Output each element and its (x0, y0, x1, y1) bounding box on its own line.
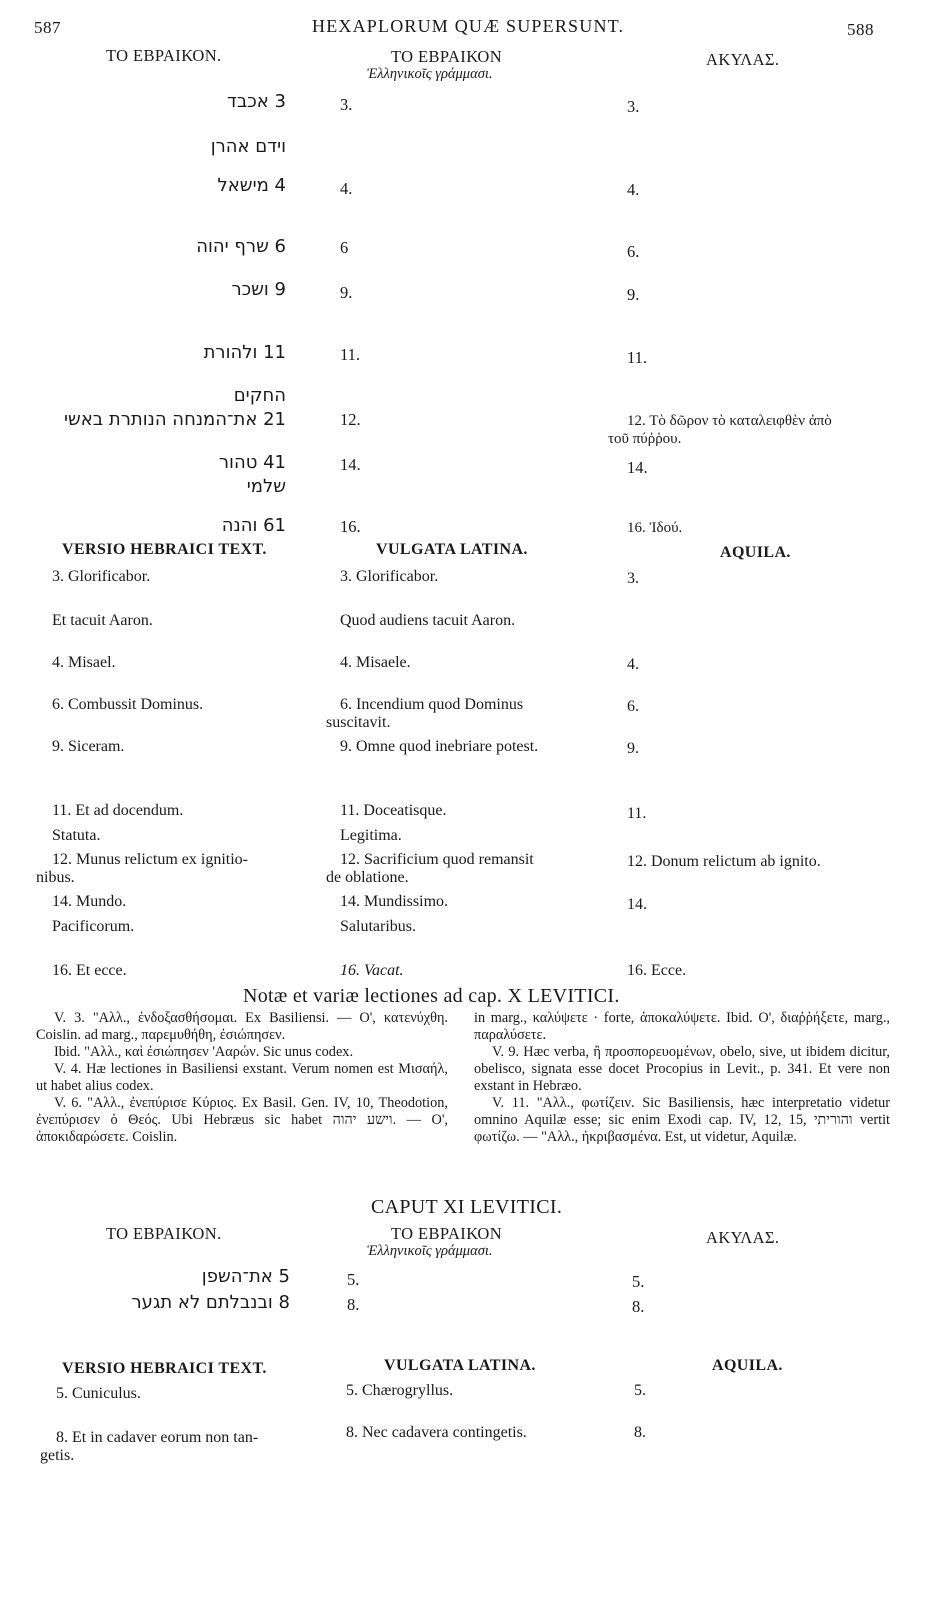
vulgata-cell: 16. Vacat. (340, 962, 404, 979)
hebrew-line: 9 ושכר (231, 279, 286, 300)
col-head-versio: VERSIO HEBRAICI TEXT. (62, 1360, 267, 1377)
aquila-cell: 3. (627, 570, 639, 587)
aquila-cell: 14. (627, 896, 647, 913)
aquila-cell: 6. (627, 698, 639, 715)
verse-number: 12. (340, 410, 361, 429)
col-head-hebrew: ΤΟ ΕΒΡΑΙΚΟΝ. (106, 46, 222, 65)
aquila-cell: 5. (634, 1382, 646, 1399)
versio-cell: 8. Et in cadaver eorum non tan- (56, 1429, 259, 1446)
vulgata-cell: Salutaribus. (340, 918, 416, 935)
vulgata-cell: 6. Incendium quod Dominus (340, 696, 524, 713)
col-head-aquila-latin: AQUILA. (720, 544, 791, 561)
page-number-left: 587 (34, 18, 61, 37)
vulgata-cell: Quod audiens tacuit Aaron. (340, 612, 516, 629)
notes-left-column (36, 1010, 448, 1146)
aquila-greek-line-cont: τοῦ πύῤῥου. (608, 431, 682, 447)
versio-cell: 4. Misael. (52, 654, 116, 671)
hebrew-line: 6 שרף יהוה (196, 236, 286, 257)
versio-cell: Et tacuit Aaron. (52, 612, 153, 629)
note-paragraph: V. 3. "Αλλ., ἐνδοξασθήσομαι. Ex Basiliensi. — Ο', κατενύχθη. Coislin. ad marg., παρεμυθήθη, ἐσιώπησεν. (36, 1010, 448, 1043)
hebrew-line: 3 אכבד (227, 91, 286, 112)
verse-number: 4. (627, 180, 640, 199)
versio-cell: 14. Mundo. (52, 893, 127, 910)
note-paragraph: in marg., καλύψετε · forte, ἀποκαλύψετε. Ibid. Ο', διαῤῥήξετε, marg., παραλύσετε. (474, 1010, 890, 1043)
aquila-cell: 9. (627, 740, 639, 757)
col-head-aquila-greek: ΑΚΥΛΑΣ. (706, 50, 780, 69)
verse-number: 3. (627, 97, 640, 116)
versio-cell: 5. Cuniculus. (56, 1385, 141, 1402)
verse-number: 8. (632, 1297, 645, 1316)
hebrew-line: וידם אהרן (210, 136, 286, 157)
page-number-right: 588 (847, 20, 874, 39)
note-paragraph: Ibid. "Αλλ., καὶ ἐσιώπησεν 'Ααρών. Sic unus codex. (54, 1044, 354, 1060)
col-head-versio: VERSIO HEBRAICI TEXT. (62, 541, 267, 558)
verse-number: 11. (627, 348, 648, 367)
hebrew-line: שלמי (246, 476, 286, 497)
verse-number: 14. (340, 455, 361, 474)
vulgata-cell: 5. Chærogryllus. (346, 1382, 454, 1399)
verse-number: 6 (340, 238, 349, 257)
vulgata-cell-cont: suscitavit. (326, 714, 391, 731)
note-paragraph: V. 11. "Αλλ., φωτίζειν. Sic Basiliensis, hæc interpretatio videtur omnino Aquilæ esse; sic enim Exodi cap. IV, 12, 15, והוריתי vertit φωτίζω. — "Αλλ., ἠκριβασμένα. Est, ut videtur, Aquilæ. (474, 1095, 891, 1145)
col-head-vulgata: VULGATA LATINA. (376, 541, 528, 558)
caput-title: CAPUT XI LEVITICI. (371, 1196, 563, 1218)
vulgata-cell: 8. Nec cadavera contingetis. (346, 1424, 527, 1441)
vulgata-cell: 9. Omne quod inebriare potest. (340, 738, 539, 755)
note-paragraph: V. 4. Hæ lectiones in Basiliensi exstant. Verum nomen est Μισαήλ, ut habet alius codex. (36, 1061, 448, 1094)
versio-cell: 3. Glorificabor. (52, 568, 151, 585)
col-head-vulgata: VULGATA LATINA. (384, 1357, 536, 1374)
hebrew-line: 11 ולהורת (203, 342, 286, 363)
hebrew-line: 5 את־השפן (201, 1266, 290, 1287)
hebrew-line: 4 מישאל (217, 175, 286, 196)
versio-cell-cont: nibus. (36, 869, 75, 886)
verse-number: 9. (627, 285, 640, 304)
versio-cell-cont: getis. (40, 1447, 75, 1464)
versio-cell: 9. Siceram. (52, 738, 125, 755)
vulgata-cell: Legitima. (340, 827, 402, 844)
vulgata-cell: 11. Doceatisque. (340, 802, 447, 819)
aquila-greek-line: 16. Ἰδού. (627, 520, 683, 536)
col-head-hebrew: ΤΟ ΕΒΡΑΙΚΟΝ. (106, 1224, 222, 1243)
versio-cell: 6. Combussit Dominus. (52, 696, 204, 713)
vulgata-cell: 12. Sacrificium quod remansit (340, 851, 534, 868)
verse-number: 4. (340, 179, 353, 198)
notes-title: Notæ et variæ lectiones ad cap. X LEVITICI. (243, 985, 620, 1007)
verse-number: 5. (632, 1272, 645, 1291)
vulgata-cell-cont: de oblatione. (326, 869, 409, 886)
verse-number: 5. (347, 1270, 360, 1289)
aquila-cell: 11. (627, 805, 647, 822)
col-head-transliteration-sub: Ἑλληνικοῖς γράμμασι. (367, 66, 493, 82)
hebrew-line: 12 את־המנחה הנותרת באשי (63, 409, 286, 430)
hebrew-line: 14 טהור (218, 452, 286, 473)
versio-cell: 11. Et ad docendum. (52, 802, 184, 819)
notes-right-column (474, 1010, 890, 1146)
col-head-transliteration: ΤΟ ΕΒΡΑΙΚΟΝ (391, 1224, 503, 1243)
versio-cell: Statuta. (52, 827, 101, 844)
verse-number: 9. (340, 283, 353, 302)
verse-number: 3. (340, 95, 353, 114)
vulgata-cell: 4. Misaele. (340, 654, 411, 671)
aquila-cell: 16. Ecce. (627, 962, 687, 979)
verse-number: 14. (627, 458, 648, 477)
vulgata-cell: 14. Mundissimo. (340, 893, 449, 910)
aquila-cell: 12. Donum relictum ab ignito. (627, 853, 821, 870)
versio-cell: 16. Et ecce. (52, 962, 127, 979)
running-title: HEXAPLORUM QUÆ SUPERSUNT. (312, 16, 625, 36)
hebrew-line: 16 והנה (221, 515, 286, 536)
col-head-transliteration: ΤΟ ΕΒΡΑΙΚΟΝ (391, 47, 503, 66)
vulgata-cell: 3. Glorificabor. (340, 568, 439, 585)
col-head-aquila-latin: AQUILA. (712, 1357, 783, 1374)
verse-number: 6. (627, 242, 640, 261)
versio-cell: Pacificorum. (52, 918, 135, 935)
aquila-greek-line: 12. Τὸ δῶρον τὸ καταλειφθὲν ἀπὸ (627, 413, 832, 429)
hebrew-line: 8 ובנבלתם לא תגער (131, 1292, 290, 1313)
col-head-aquila-greek: ΑΚΥΛΑΣ. (706, 1228, 780, 1247)
aquila-cell: 4. (627, 656, 639, 673)
hebrew-line: החקים (233, 385, 286, 406)
verse-number: 8. (347, 1295, 360, 1314)
note-paragraph: V. 9. Hæc verba, ἢ προσπορευομένων, obelo, sive, ut ibidem dicitur, obelisco, signata esse docet Procopius in Levit., p. 341. Et vere non exstant in Hebræo. (474, 1044, 890, 1094)
col-head-transliteration-sub: Ἑλληνικοῖς γράμμασι. (367, 1243, 493, 1259)
aquila-cell: 8. (634, 1424, 646, 1441)
verse-number: 11. (340, 345, 361, 364)
note-paragraph: V. 6. "Αλλ., ἐνεπύρισε Κύριος. Ex Basil. Gen. IV, 10, Theodotion, ἐνεπύρισεν ὁ Θεός. Ubi Hebræus sic habet וישע יהוה. — Ο', ἀποκιδαρώσετε. Coislin. (36, 1095, 448, 1145)
verse-number: 16. (340, 517, 361, 536)
versio-cell: 12. Munus relictum ex ignitio- (52, 851, 248, 868)
